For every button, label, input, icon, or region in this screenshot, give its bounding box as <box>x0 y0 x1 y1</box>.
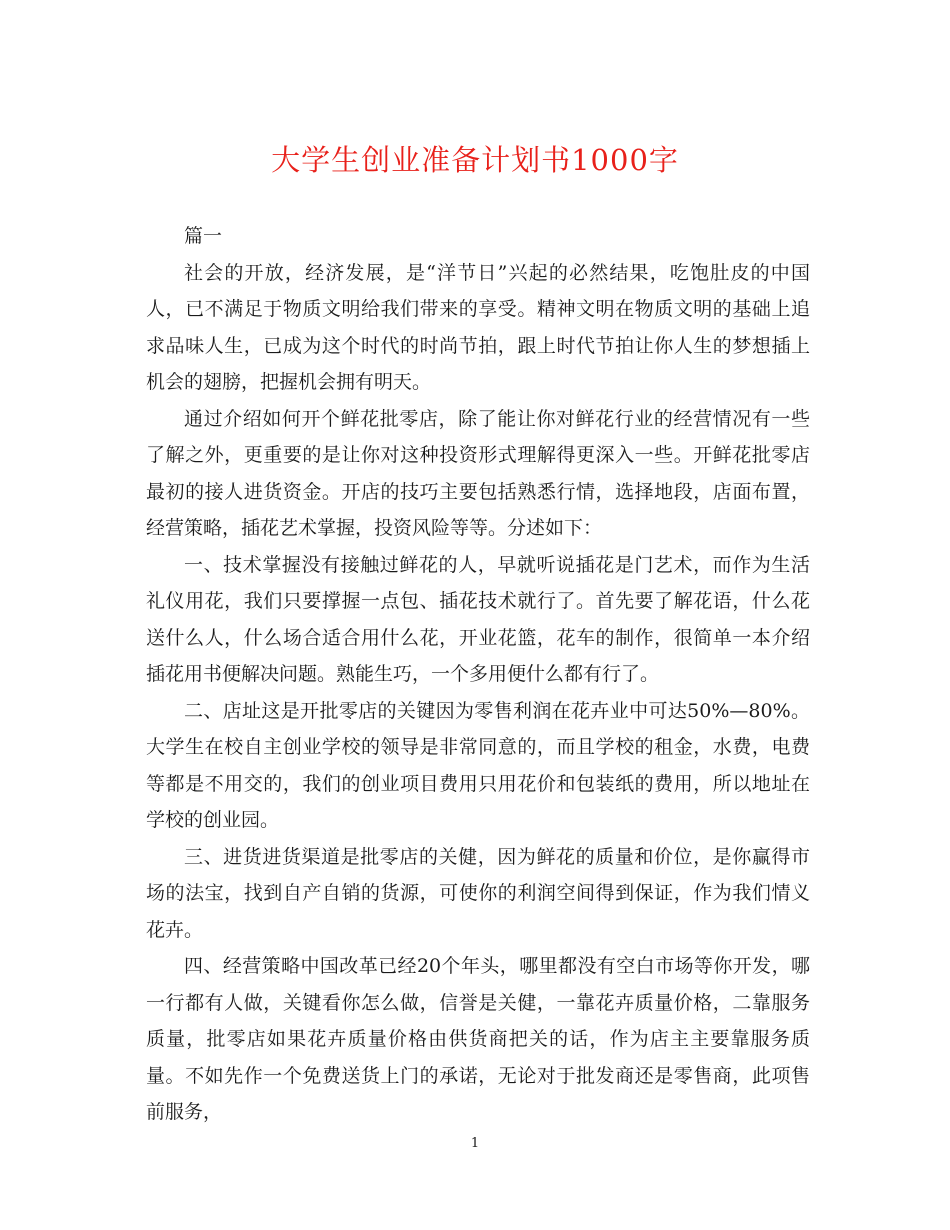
paragraph-2: 通过介绍如何开个鲜花批零店，除了能让你对鲜花行业的经营情况有一些了解之外，更重要的是让你对这种投资形式理解得更深入一些。开鲜花批零店最初的接人进货资金。开店的技巧主要包括熟悉行情，选择地段，店面布置，经营策略，插花艺术掌握，投资风险等等。分述如下： <box>146 407 810 539</box>
paragraph-3: 一、技术掌握没有接触过鲜花的人，早就听说插花是门艺术，而作为生活礼仪用花，我们只要撑握一点包、插花技术就行了。首先要了解花语，什么花送什么人，什么场合适合用什么花，开业花篮，花车的制作，很简单一本介绍插花用书便解决问题。熟能生巧，一个多用便什么都有行了。 <box>146 553 810 685</box>
paragraph-4: 二、店址这是开批零店的关键因为零售利润在花卉业中可达50%—80%。大学生在校自主创业学校的领导是非常同意的，而且学校的租金，水费，电费等都是不用交的，我们的创业项目费用只用花价和包装纸的费用，所以地址在学校的创业园。 <box>146 699 810 831</box>
paragraph-1: 社会的开放，经济发展，是“洋节日”兴起的必然结果，吃饱肚皮的中国人，已不满足于物质文明给我们带来的享受。精神文明在物质文明的基础上追求品味人生，已成为这个时代的时尚节拍，跟上时代节拍让你人生的梦想插上机会的翅膀，把握机会拥有明天。 <box>146 261 810 393</box>
paragraph-6: 四、经营策略中国改革已经20个年头，哪里都没有空白市场等你开发，哪一行都有人做，关键看你怎么做，信誉是关健，一靠花卉质量价格，二靠服务质量，批零店如果花卉质量价格由供货商把关的话，作为店主主要靠服务质量。不如先作一个免费送货上门的承诺，无论对于批发商还是零售商，此项售前服务， <box>146 955 810 1123</box>
document-body <box>146 218 810 1131</box>
paragraph-5: 三、进货进货渠道是批零店的关健，因为鲜花的质量和价位，是你赢得市场的法宝，找到自产自销的货源，可使你的利润空间得到保证，作为我们情义花卉。 <box>146 845 810 941</box>
page-number: 1 <box>470 1136 480 1151</box>
document-title: 大学生创业准备计划书1000字 <box>271 143 679 177</box>
section-label: 篇一 <box>184 225 223 247</box>
